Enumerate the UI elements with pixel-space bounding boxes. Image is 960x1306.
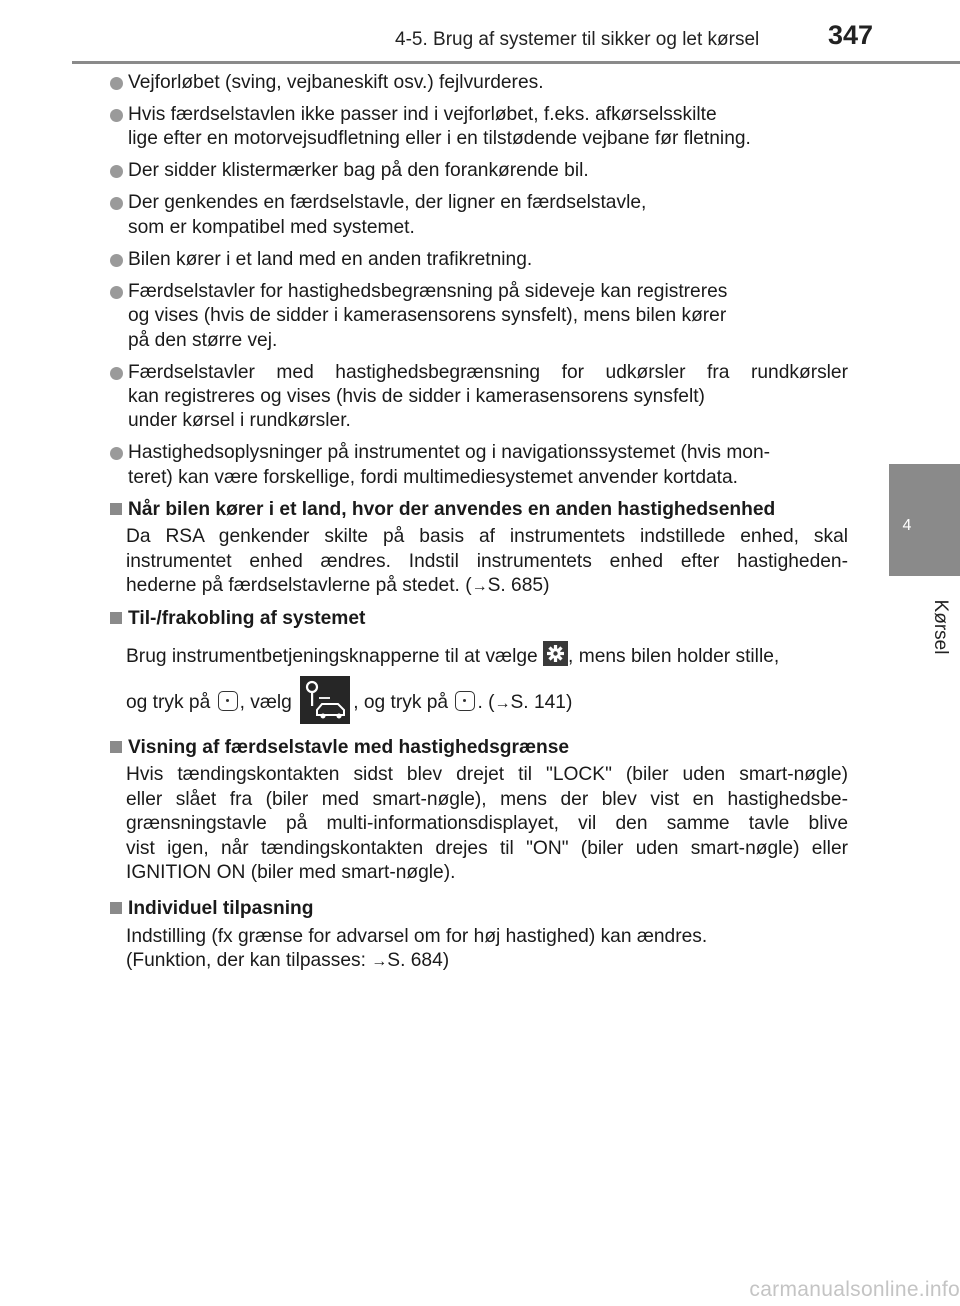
section-heading-toggle-system [106,607,848,631]
bullet-text: Hastighedsoplysninger på instrumentet og i navigationssystemet (hvis mon- [128,442,771,464]
section-marker-icon [110,741,122,753]
body-text: , og tryk på [353,691,454,713]
bullet-dot-icon [110,367,123,380]
road-sign-assist-icon [300,676,350,724]
section-heading-text: Visning af færdselstavle med hastighedsgrænse [128,736,570,758]
page-reference-link[interactable]: S. 685) [487,575,550,597]
section-body-speed-units [106,525,848,599]
bullet-text: Der genkendes en færdselstavle, der ligner en færdselstavle, [128,192,647,214]
section-body-sign-display [106,763,848,885]
watermark: carmanualsonline.info [749,1278,960,1301]
bullet-text: Hvis færdselstavlen ikke passer ind i vejforløbet, f.eks. afkørselsskilte [128,104,717,125]
bullet-item [106,159,848,183]
body-text: . ( [477,691,495,713]
bullet-text: og vises (hvis de sidder i kamerasensorens synsfelt), mens bilen kører [128,305,727,327]
page-number: 347 [828,20,874,50]
body-line: vist igen, når tændingskontakten drejes til "ON" (biler uden smart-nøgle) eller [126,837,848,859]
bullet-dot-icon [110,447,123,460]
arrow-right-icon: → [371,953,388,971]
section-heading-text: Når bilen kører i et land, hvor der anvendes en anden hastighedsenhed [128,498,776,520]
bullet-item [106,248,848,272]
body-line: Da RSA genkender skilte på basis af instrumentets indstillede enhed, skal [126,526,848,548]
arrow-right-icon: → [494,694,511,712]
bullet-item [106,103,848,152]
bullet-text: Færdselstavler for hastighedsbegrænsning på sideveje kan registreres [128,280,728,302]
bullet-text: Færdselstavler med hastighedsbegrænsning for udkørsler fra rundkørsler [128,361,848,383]
bullet-text: under kørsel i rundkørsler. [128,410,351,432]
body-line: eller slået fra (biler med smart-nøgle), mens der blev vist en hastighedsbe- [126,788,848,810]
bullet-text: på den større vej. [128,329,278,351]
body-line [126,949,848,974]
arrow-right-icon: → [471,578,488,596]
section-heading-text: Individuel tilpasning [128,898,314,920]
bullet-text: Der sidder klistermærker bag på den forankørende bil. [128,160,589,182]
bullet-text: teret) kan være forskellige, fordi multimediesystemet anvender kortdata. [128,466,738,488]
bullet-text: som er kompatibel med systemet. [128,216,415,238]
bullet-item [106,191,848,240]
header-divider [72,61,960,64]
section-marker-icon [110,503,122,515]
bullet-text: Bilen kører i et land med en anden trafikretning. [128,248,533,270]
page-content [106,71,848,975]
body-line: Hvis tændingskontakten sidst blev drejet til "LOCK" (biler uden smart-nøgle) [126,764,848,786]
chapter-tab-number: 4 [902,517,912,534]
bullet-item [106,361,848,434]
enter-button-icon [455,691,475,711]
page-reference-link[interactable]: S. 684) [387,950,450,972]
bullet-text: lige efter en motorvejsudfletning eller i en tilstødende vejbane før fletning. [128,128,751,150]
chapter-title: 4-5. Brug af systemer til sikker og let kørsel [395,29,760,50]
chapter-tab-label-text: Kørsel [930,599,951,655]
body-line [126,679,848,728]
body-line [126,635,848,679]
section-marker-icon [110,612,122,624]
bullet-item [106,280,848,353]
bullet-dot-icon [110,109,123,122]
body-text: hederne på færdselstavlerne på stedet. ( [126,575,472,597]
bullet-dot-icon [110,254,123,267]
bullet-dot-icon [110,77,123,90]
body-line [126,574,848,599]
bullet-dot-icon [110,197,123,210]
section-heading-customization [106,897,848,921]
bullet-item [106,71,848,95]
section-body-customization [106,925,848,975]
bullet-item [106,441,848,490]
body-text: (Funktion, der kan tilpasses: [126,950,372,972]
section-heading-sign-display [106,736,848,760]
enter-button-icon [218,691,238,711]
bullet-dot-icon [110,165,123,178]
body-line: instrumentet enhed ændres. Indstil instrumentets enhed efter hastigheden- [126,550,848,572]
body-line: grænsningstavle på multi-informationsdisplayet, vil den samme tavle blive [126,813,848,835]
section-heading-speed-units [106,498,848,522]
section-marker-icon [110,902,122,914]
body-text: , mens bilen holder stille, [568,645,780,667]
page-reference-link[interactable]: S. 141) [510,691,573,713]
body-line: Indstilling (fx grænse for advarsel om for høj hastighed) kan ændres. [126,925,708,947]
gear-icon [543,641,568,666]
bullet-text: Vejforløbet (sving, vejbaneskift osv.) fejlvurderes. [128,72,544,93]
bullet-text: kan registreres og vises (hvis de sidder i kamerasensorens synsfelt) [128,386,705,408]
body-line: IGNITION ON (biler med smart-nøgle). [126,861,456,883]
body-text: Brug instrumentbetjeningsknapperne til at vælge [126,645,544,667]
body-text: og tryk på [126,691,216,713]
body-text: , vælg [239,691,298,713]
bullet-dot-icon [110,286,123,299]
chapter-tab-label [925,580,955,670]
section-heading-text: Til-/frakobling af systemet [128,608,366,630]
section-body-toggle-system [106,635,848,728]
